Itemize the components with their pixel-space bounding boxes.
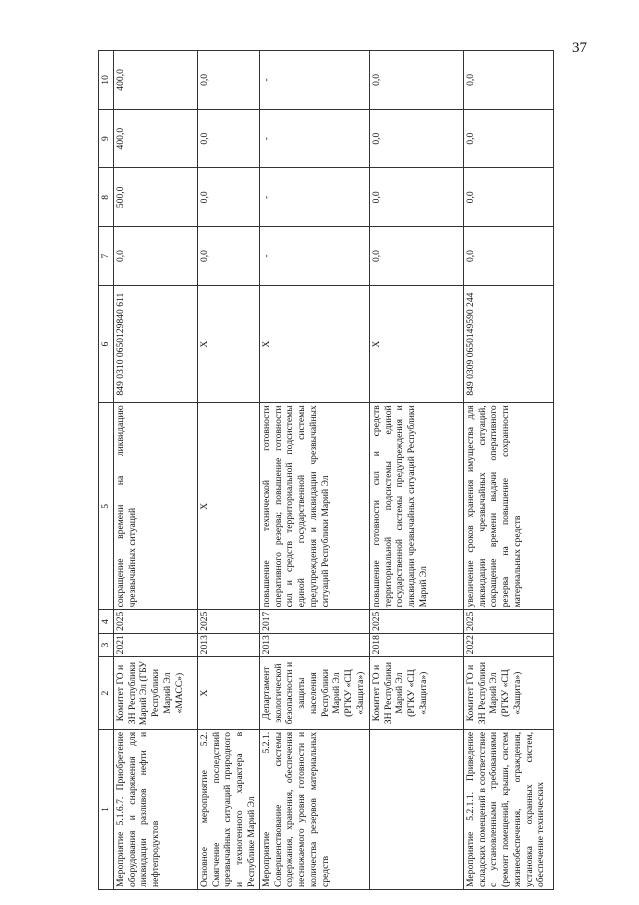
event-name-cell: Мероприятие 5.2.1. Совершенствование системы содержания, хранения, обеспечения неснижаемого уровня готовности и количества резервов материальных средств	[260, 729, 370, 889]
end-year-cell: 2017	[260, 610, 370, 633]
result-cell: повышение готовности сил и средств территориальной подсистемы единой государственной системы предупреждения и ликвидации чрезвычайных ситуаций Республики Марий Эл	[370, 403, 464, 610]
header-cell: 7	[99, 227, 114, 286]
header-cell: 6	[99, 285, 114, 402]
end-year-cell: 2025	[464, 610, 554, 633]
event-name-cell: Мероприятие 5.2.1.1. Приведение складских помещений в соответствие с установленными требованиями (ремонт помещений, крыши, систем жизнеобеспечения, ограждения, установка охранных систем, обеспечение технических	[464, 729, 554, 889]
event-name-cell: Основное мероприятие 5.2. Смягчение последствий чрезвычайных ситуаций природного и техногенного характера в Республике Марий Эл	[198, 729, 260, 889]
start-year-cell: 2013	[198, 633, 260, 656]
start-year-cell: 2021	[114, 633, 198, 656]
executor-cell: Комитет ГО и ЗН Республики Марий Эл (РГКУ «СЦ «Защита»)	[370, 657, 464, 730]
value-cell: 0,0	[464, 227, 554, 286]
header-row	[99, 51, 114, 890]
value-cell: 0,0	[370, 168, 464, 227]
header-cell: 5	[99, 403, 114, 610]
end-year-cell: 2025	[114, 610, 198, 633]
executor-cell: Комитет ГО и ЗН Республики Марий Эл (ГБУ Республики Марий Эл «МАСС»)	[114, 657, 198, 730]
value-cell: 0,0	[464, 51, 554, 110]
value-cell: 0,0	[198, 227, 260, 286]
rotated-table-container	[98, 50, 547, 890]
result-cell: повышение технической готовности оперативного резерва; повышение готовности сил и средств территориальной подсистемы единой государственной системы предупреждения и ликвидации чрезвычайных ситуаций Республики Марий Эл	[260, 403, 370, 610]
budget-code-cell: X	[198, 285, 260, 402]
event-name-cell	[370, 729, 464, 889]
header-cell: 9	[99, 109, 114, 168]
value-cell: 400,0	[114, 109, 198, 168]
table-row	[370, 51, 464, 890]
program-table	[98, 50, 554, 890]
executor-cell: Департамент экологической безопасности и защиты населения Республики Марий Эл (РГКУ «СЦ «Защита»)	[260, 657, 370, 730]
result-cell: сокращение времени на ликвидацию чрезвычайных ситуаций	[114, 403, 198, 610]
header-cell: 8	[99, 168, 114, 227]
event-name-cell: Мероприятие 5.1.6.7. Приобретение оборудования и снаряжения для ликвидации разливов нефти и нефтепродуктов	[114, 729, 198, 889]
value-cell: 0,0	[464, 168, 554, 227]
budget-code-cell: X	[260, 285, 370, 402]
budget-code-cell: 849 0309 0650149590 244	[464, 285, 554, 402]
value-cell: -	[260, 109, 370, 168]
value-cell: 0,0	[198, 168, 260, 227]
value-cell: 0,0	[464, 109, 554, 168]
result-cell: X	[198, 403, 260, 610]
table-row	[260, 51, 370, 890]
value-cell: 0,0	[370, 51, 464, 110]
result-cell: увеличение сроков хранения имущества для ликвидации чрезвычайных ситуаций, сокращение времени выдачи оперативного резерва на повышение сохранности материальных средств	[464, 403, 554, 610]
end-year-cell: 2025	[370, 610, 464, 633]
header-cell: 1	[99, 729, 114, 889]
value-cell: 0,0	[198, 51, 260, 110]
header-cell: 10	[99, 51, 114, 110]
executor-cell: Комитет ГО и ЗН Республики Марий Эл (РГКУ «СЦ «Защита»)	[464, 657, 554, 730]
value-cell: -	[260, 51, 370, 110]
table-row	[114, 51, 198, 890]
end-year-cell: 2025	[198, 610, 260, 633]
start-year-cell: 2013	[260, 633, 370, 656]
header-cell: 3	[99, 633, 114, 656]
table-row	[198, 51, 260, 890]
value-cell: -	[260, 227, 370, 286]
page-number: 37	[572, 40, 587, 56]
header-cell: 4	[99, 610, 114, 633]
value-cell: 400,0	[114, 51, 198, 110]
value-cell: 0,0	[114, 227, 198, 286]
value-cell: 0,0	[370, 227, 464, 286]
table-row	[464, 51, 554, 890]
value-cell: -	[260, 168, 370, 227]
budget-code-cell: X	[370, 285, 464, 402]
value-cell: 0,0	[198, 109, 260, 168]
start-year-cell: 2022	[464, 633, 554, 656]
budget-code-cell: 849 0310 0650129840 611	[114, 285, 198, 402]
start-year-cell: 2018	[370, 633, 464, 656]
value-cell: 0,0	[370, 109, 464, 168]
header-cell: 2	[99, 657, 114, 730]
value-cell: 500,0	[114, 168, 198, 227]
executor-cell: X	[198, 657, 260, 730]
